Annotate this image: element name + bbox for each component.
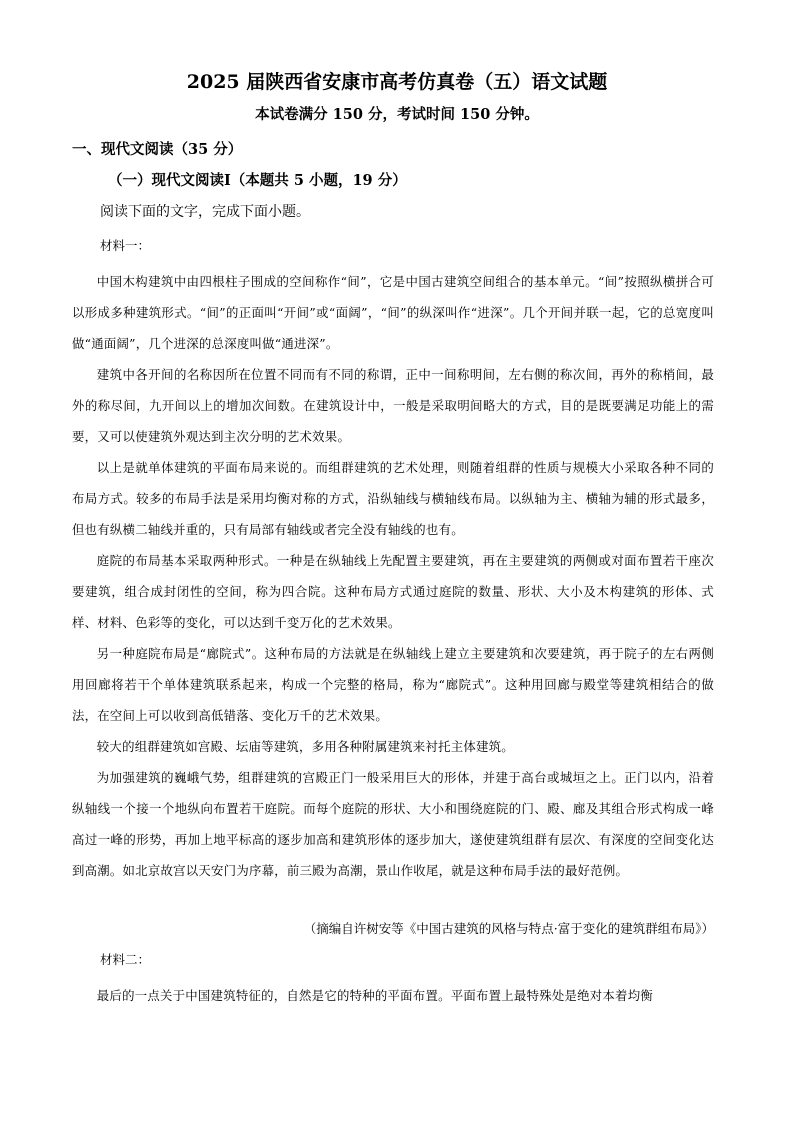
reading-instruction: 阅读下面的文字，完成下面小题。 bbox=[100, 204, 310, 220]
sub-section-heading: （一）现代文阅读Ⅰ（本题共 5 小题，19 分） bbox=[108, 172, 407, 189]
material-1-paragraph: 庭院的布局基本采取两种形式。一种是在纵轴线上先配置主要建筑，再在主要建筑的两侧或对面布置若干座次要建筑，组合成封闭性的空间，称为四合院。这种布局方式通过庭院的数量、形状、大小及木构建筑的形体、式样、材料、色彩等的变化，可以达到千变万化的艺术效果。 bbox=[72, 553, 714, 630]
material-1-paragraph: 为加强建筑的巍峨气势，组群建筑的宫殿正门一般采用巨大的形体，并建于高台或城垣之上。正门以内，沿着纵轴线一个接一个地纵向布置若干庭院。而每个庭院的形状、大小和围绕庭院的门、殿、廊及其组合形式构成一峰高过一峰的形势，再加上地平标高的逐步加高和建筑形体的逐步加大，遂使建筑组群有层次、有深度的空间变化达到高潮。如北京故宫以天安门为序幕，前三殿为高潮，景山作收尾，就是这种布局手法的最好范例。 bbox=[72, 770, 714, 878]
material-1-citation: （摘编自许树安等《中国古建筑的风格与特点·富于变化的建筑群组布局》） bbox=[303, 921, 714, 936]
material-1-paragraph: 中国木构建筑中由四根柱子围成的空间称作“间”，它是中国古建筑空间组合的基本单元。“间”按照纵横拼合可以形成多种建筑形式。“间”的正面叫“开间”或“面阔”，“间”的纵深叫作“进深”。几个开间并联一起，它的总宽度叫做“通面阔”，几个进深的总深度叫做“通进深”。 bbox=[72, 274, 714, 351]
material-2-label: 材料二： bbox=[100, 952, 151, 967]
exam-title: 2025 届陕西省安康市高考仿真卷（五）语文试题 bbox=[186, 71, 608, 93]
material-2-paragraph: 最后的一点关于中国建筑特征的，自然是它的特种的平面布置。平面布置上最特殊处是绝对本着均衡 bbox=[96, 988, 653, 1003]
material-1-label: 材料一： bbox=[100, 238, 151, 253]
exam-subtitle: 本试卷满分 150 分，考试时间 150 分钟。 bbox=[255, 106, 539, 123]
material-1-paragraph: 以上是就单体建筑的平面布局来说的。而组群建筑的艺术处理，则随着组群的性质与规模大小采取各种不同的布局方式。较多的布局手法是采用均衡对称的方式，沿纵轴线与横轴线布局。以纵轴为主、横轴为辅的形式最多，但也有纵横二轴线并重的，只有局部有轴线或者完全没有轴线的也有。 bbox=[72, 460, 714, 537]
material-1-paragraph: 建筑中各开间的名称因所在位置不同而有不同的称谓，正中一间称明间，左右侧的称次间，再外的称梢间，最外的称尽间，九开间以上的增加次间数。在建筑设计中，一般是采取明间略大的方式，目的是既要满足功能上的需要，又可以使建筑外观达到主次分明的艺术效果。 bbox=[72, 367, 714, 444]
material-1-paragraph: 较大的组群建筑如宫殿、坛庙等建筑，多用各种附属建筑来衬托主体建筑。 bbox=[96, 739, 514, 754]
material-1-paragraph: 另一种庭院布局是“廊院式”。这种布局的方法就是在纵轴线上建立主要建筑和次要建筑，再于院子的左右两侧用回廊将若干个单体建筑联系起来，构成一个完整的格局，称为“廊院式”。这种用回廊与殿堂等建筑相结合的做法，在空间上可以收到高低错落、变化万千的艺术效果。 bbox=[72, 646, 714, 723]
section-heading: 一、现代文阅读（35 分） bbox=[72, 141, 243, 158]
